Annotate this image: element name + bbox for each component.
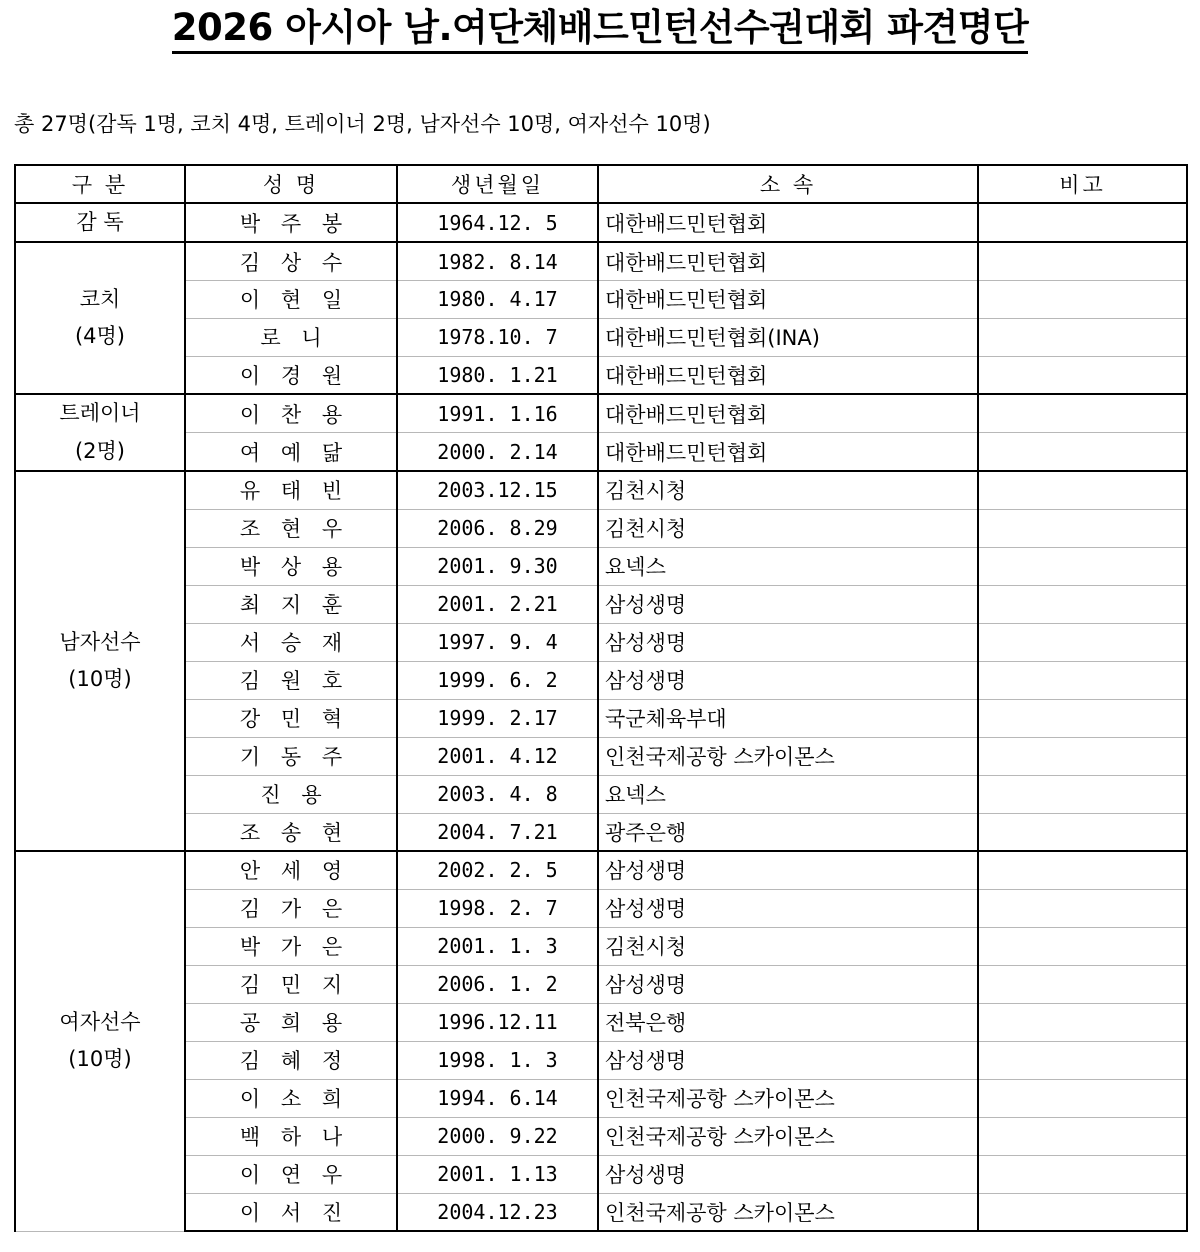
table-row (15, 585, 1187, 623)
cell-birthdate: 1996.12.11 (397, 1003, 598, 1041)
table-row (15, 1041, 1187, 1079)
cell-person-name: 이 연 우 (185, 1155, 397, 1193)
cell-note (978, 737, 1187, 775)
cell-birthdate: 1998. 1. 3 (397, 1041, 598, 1079)
cell-affiliation: 삼성생명 (598, 1041, 978, 1079)
cell-person-name: 안 세 영 (185, 851, 397, 889)
table-row (15, 737, 1187, 775)
table-row (15, 1155, 1187, 1193)
table-header-row (15, 165, 1187, 203)
cell-birthdate: 2006. 1. 2 (397, 965, 598, 1003)
cell-birthdate: 2003.12.15 (397, 471, 598, 509)
cell-affiliation: 전북은행 (598, 1003, 978, 1041)
roster-summary: 총 27명(감독 1명, 코치 4명, 트레이너 2명, 남자선수 10명, 여자선수 10명) (14, 111, 711, 136)
cell-birthdate: 2001. 1.13 (397, 1155, 598, 1193)
cell-person-name: 진 용 (185, 775, 397, 813)
cell-group-label: 코치 (4명) (15, 242, 185, 394)
cell-person-name: 이 현 일 (185, 280, 397, 318)
cell-affiliation: 삼성생명 (598, 889, 978, 927)
cell-affiliation: 대한배드민턴협회 (598, 280, 978, 318)
cell-affiliation: 삼성생명 (598, 965, 978, 1003)
cell-person-name: 박 상 용 (185, 547, 397, 585)
cell-birthdate: 1997. 9. 4 (397, 623, 598, 661)
cell-birthdate: 1991. 1.16 (397, 394, 598, 432)
table-row (15, 1079, 1187, 1117)
table-row (15, 661, 1187, 699)
cell-birthdate: 2004.12.23 (397, 1193, 598, 1231)
cell-note (978, 509, 1187, 547)
cell-group-label: 여자선수 (10명) (15, 851, 185, 1231)
cell-person-name: 김 혜 정 (185, 1041, 397, 1079)
column-header-name: 성 명 (185, 165, 397, 203)
cell-affiliation: 김천시청 (598, 471, 978, 509)
group-member-count: (10명) (68, 1047, 132, 1072)
cell-birthdate: 1980. 1.21 (397, 356, 598, 394)
column-header-note: 비고 (978, 165, 1187, 203)
table-row (15, 775, 1187, 813)
cell-birthdate: 1999. 6. 2 (397, 661, 598, 699)
cell-note (978, 1117, 1187, 1155)
roster-body (15, 203, 1187, 1231)
cell-person-name: 백 하 나 (185, 1117, 397, 1155)
cell-affiliation: 대한배드민턴협회 (598, 356, 978, 394)
table-row (15, 242, 1187, 280)
cell-birthdate: 2001. 2.21 (397, 585, 598, 623)
table-row (15, 547, 1187, 585)
cell-note (978, 699, 1187, 737)
cell-person-name: 유 태 빈 (185, 471, 397, 509)
cell-note (978, 851, 1187, 889)
cell-note (978, 356, 1187, 394)
cell-birthdate: 1978.10. 7 (397, 318, 598, 356)
cell-birthdate: 2002. 2. 5 (397, 851, 598, 889)
cell-affiliation: 인천국제공항 스카이몬스 (598, 1079, 978, 1117)
cell-person-name: 공 희 용 (185, 1003, 397, 1041)
cell-person-name: 이 경 원 (185, 356, 397, 394)
cell-note (978, 585, 1187, 623)
cell-birthdate: 2000. 9.22 (397, 1117, 598, 1155)
cell-group-label: 남자선수 (10명) (15, 471, 185, 851)
table-row (15, 1003, 1187, 1041)
table-row (15, 965, 1187, 1003)
cell-birthdate: 2001. 4.12 (397, 737, 598, 775)
table-row (15, 1193, 1187, 1231)
cell-affiliation: 삼성생명 (598, 851, 978, 889)
table-row (15, 280, 1187, 318)
cell-birthdate: 2006. 8.29 (397, 509, 598, 547)
table-row (15, 509, 1187, 547)
cell-affiliation: 삼성생명 (598, 585, 978, 623)
cell-affiliation: 대한배드민턴협회 (598, 433, 978, 471)
cell-person-name: 박 주 봉 (185, 203, 397, 242)
cell-person-name: 이 소 희 (185, 1079, 397, 1117)
cell-birthdate: 1980. 4.17 (397, 280, 598, 318)
table-row (15, 318, 1187, 356)
cell-note (978, 965, 1187, 1003)
cell-birthdate: 1964.12. 5 (397, 203, 598, 242)
cell-note (978, 1193, 1187, 1231)
page-title-text: 2026 아시아 남.여단체배드민턴선수권대회 파견명단 (172, 6, 1029, 54)
cell-birthdate: 2001. 9.30 (397, 547, 598, 585)
cell-affiliation: 요넥스 (598, 547, 978, 585)
cell-person-name: 로 니 (185, 318, 397, 356)
table-row (15, 433, 1187, 471)
cell-affiliation: 김천시청 (598, 927, 978, 965)
cell-birthdate: 1998. 2. 7 (397, 889, 598, 927)
cell-person-name: 이 찬 용 (185, 394, 397, 432)
table-row (15, 471, 1187, 509)
cell-birthdate: 1982. 8.14 (397, 242, 598, 280)
cell-note (978, 1155, 1187, 1193)
column-header-dob: 생년월일 (397, 165, 598, 203)
cell-note (978, 623, 1187, 661)
cell-person-name: 박 가 은 (185, 927, 397, 965)
cell-person-name: 서 승 재 (185, 623, 397, 661)
table-row (15, 889, 1187, 927)
cell-birthdate: 1994. 6.14 (397, 1079, 598, 1117)
cell-person-name: 이 서 진 (185, 1193, 397, 1231)
roster-table (14, 164, 1188, 1232)
cell-person-name: 기 동 주 (185, 737, 397, 775)
cell-birthdate: 2000. 2.14 (397, 433, 598, 471)
cell-person-name: 조 현 우 (185, 509, 397, 547)
table-row (15, 394, 1187, 432)
cell-person-name: 최 지 훈 (185, 585, 397, 623)
cell-affiliation: 대한배드민턴협회 (598, 203, 978, 242)
cell-affiliation: 국군체육부대 (598, 699, 978, 737)
cell-affiliation: 대한배드민턴협회 (598, 394, 978, 432)
cell-affiliation: 삼성생명 (598, 623, 978, 661)
cell-affiliation: 인천국제공항 스카이몬스 (598, 737, 978, 775)
cell-birthdate: 2004. 7.21 (397, 813, 598, 851)
cell-note (978, 394, 1187, 432)
cell-affiliation: 인천국제공항 스카이몬스 (598, 1193, 978, 1231)
cell-person-name: 김 민 지 (185, 965, 397, 1003)
cell-person-name: 강 민 혁 (185, 699, 397, 737)
cell-affiliation: 삼성생명 (598, 661, 978, 699)
table-row (15, 356, 1187, 394)
cell-note (978, 1079, 1187, 1117)
cell-person-name: 김 가 은 (185, 889, 397, 927)
cell-note (978, 203, 1187, 242)
page-title (0, 0, 1200, 50)
cell-person-name: 여 예 닮 (185, 433, 397, 471)
cell-affiliation: 광주은행 (598, 813, 978, 851)
column-header-group: 구 분 (15, 165, 185, 203)
column-header-affiliation: 소 속 (598, 165, 978, 203)
cell-note (978, 242, 1187, 280)
cell-person-name: 조 송 현 (185, 813, 397, 851)
cell-group-label: 트레이너 (2명) (15, 394, 185, 471)
cell-note (978, 775, 1187, 813)
table-row (15, 851, 1187, 889)
cell-affiliation: 요넥스 (598, 775, 978, 813)
table-row (15, 927, 1187, 965)
cell-affiliation: 인천국제공항 스카이몬스 (598, 1117, 978, 1155)
cell-affiliation: 삼성생명 (598, 1155, 978, 1193)
group-member-count: (4명) (74, 324, 126, 349)
cell-note (978, 547, 1187, 585)
cell-affiliation: 김천시청 (598, 509, 978, 547)
table-row (15, 1117, 1187, 1155)
cell-note (978, 433, 1187, 471)
cell-person-name: 김 원 호 (185, 661, 397, 699)
group-member-count: (2명) (74, 438, 126, 463)
table-row (15, 813, 1187, 851)
cell-affiliation: 대한배드민턴협회 (598, 242, 978, 280)
cell-note (978, 471, 1187, 509)
cell-birthdate: 2001. 1. 3 (397, 927, 598, 965)
cell-note (978, 1003, 1187, 1041)
cell-note (978, 318, 1187, 356)
cell-affiliation: 대한배드민턴협회(INA) (598, 318, 978, 356)
cell-birthdate: 1999. 2.17 (397, 699, 598, 737)
group-member-count: (10명) (68, 667, 132, 692)
table-row (15, 699, 1187, 737)
cell-note (978, 813, 1187, 851)
cell-note (978, 280, 1187, 318)
cell-note (978, 661, 1187, 699)
cell-note (978, 927, 1187, 965)
cell-note (978, 1041, 1187, 1079)
cell-birthdate: 2003. 4. 8 (397, 775, 598, 813)
cell-note (978, 889, 1187, 927)
cell-person-name: 김 상 수 (185, 242, 397, 280)
table-row (15, 623, 1187, 661)
table-row (15, 203, 1187, 242)
cell-group-label: 감 독 (15, 203, 185, 242)
